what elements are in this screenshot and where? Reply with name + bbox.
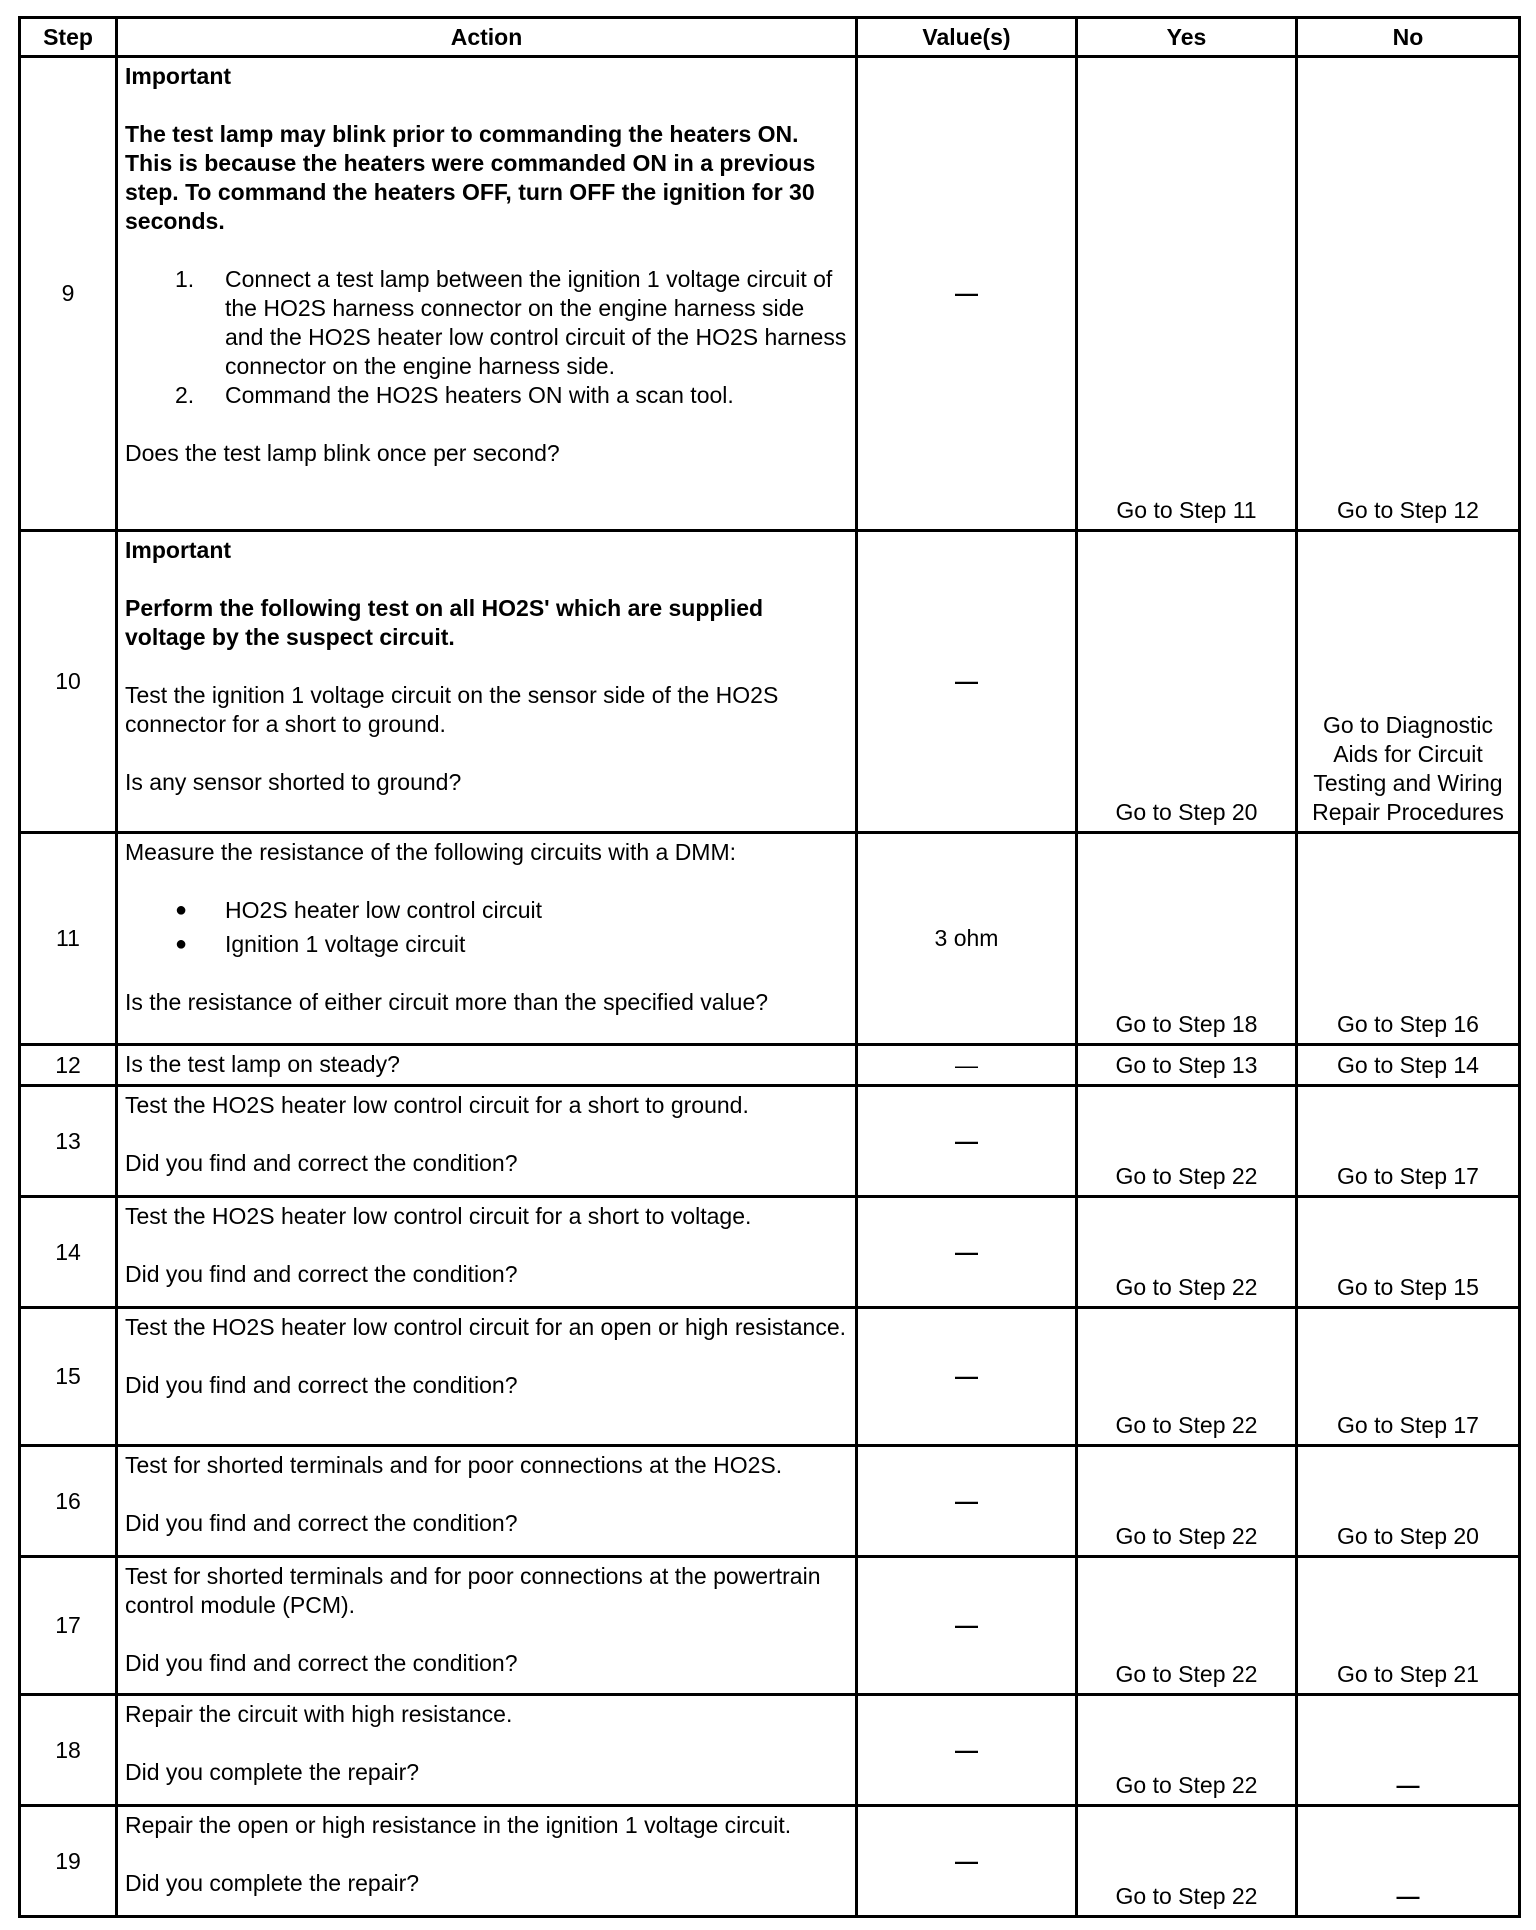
yes-cell: Go to Step 22 <box>1077 1308 1297 1446</box>
yes-cell: Go to Step 22 <box>1077 1806 1297 1917</box>
yes-cell: Go to Step 13 <box>1077 1045 1297 1086</box>
column-header-values: Value(s) <box>857 18 1077 57</box>
yes-cell: Go to Step 22 <box>1077 1446 1297 1557</box>
important-note: The test lamp may blink prior to commanding the heaters ON. This is because the heaters were commanded ON in a previous step. To command the heaters OFF, turn OFF the ignition for 30 seconds. <box>125 121 816 234</box>
diagnostic-table <box>18 16 1521 1918</box>
action-cell <box>117 1308 857 1446</box>
circuit-list <box>125 896 848 959</box>
value-cell: — <box>857 57 1077 531</box>
table-header-row <box>20 18 1520 57</box>
step-number: 13 <box>20 1086 117 1197</box>
list-item: 2. Command the HO2S heaters ON with a scan tool. <box>175 382 734 408</box>
value-cell: — <box>857 1308 1077 1446</box>
yes-cell: Go to Step 18 <box>1077 833 1297 1045</box>
action-question: Did you find and correct the condition? <box>125 1510 518 1536</box>
step-number: 9 <box>20 57 117 531</box>
no-cell: Go to Step 14 <box>1297 1045 1520 1086</box>
column-header-yes: Yes <box>1077 18 1297 57</box>
table-row <box>20 1086 1520 1197</box>
no-cell: Go to Step 20 <box>1297 1446 1520 1557</box>
step-number: 10 <box>20 531 117 833</box>
step-number: 16 <box>20 1446 117 1557</box>
table-row <box>20 1045 1520 1086</box>
action-cell <box>117 1695 857 1806</box>
action-text: Repair the circuit with high resistance. <box>125 1701 513 1727</box>
action-cell <box>117 833 857 1045</box>
bullet-icon: ● <box>175 933 188 955</box>
value-cell: — <box>857 1197 1077 1308</box>
action-text: Test for shorted terminals and for poor connections at the HO2S. <box>125 1452 783 1478</box>
yes-cell: Go to Step 20 <box>1077 531 1297 833</box>
value-cell: — <box>857 1557 1077 1695</box>
step-number: 17 <box>20 1557 117 1695</box>
table-row <box>20 1695 1520 1806</box>
no-cell: Go to Step 16 <box>1297 833 1520 1045</box>
action-cell <box>117 1446 857 1557</box>
action-question: Is the resistance of either circuit more than the specified value? <box>125 989 769 1015</box>
action-cell <box>117 57 857 531</box>
action-text: Test the ignition 1 voltage circuit on the sensor side of the HO2S connector for a short to ground. <box>125 682 779 737</box>
step-number: 11 <box>20 833 117 1045</box>
value-cell: — <box>857 1806 1077 1917</box>
action-question: Does the test lamp blink once per second? <box>125 440 560 466</box>
table-row <box>20 833 1520 1045</box>
action-question: Is any sensor shorted to ground? <box>125 769 462 795</box>
yes-cell: Go to Step 22 <box>1077 1197 1297 1308</box>
action-text: Test the HO2S heater low control circuit for an open or high resistance. <box>125 1314 847 1340</box>
table-row <box>20 1308 1520 1446</box>
important-label: Important <box>125 63 232 89</box>
step-number: 19 <box>20 1806 117 1917</box>
table-row <box>20 57 1520 531</box>
column-header-action: Action <box>117 18 857 57</box>
no-cell: Go to Diagnostic Aids for Circuit Testing and Wiring Repair Procedures <box>1297 531 1520 833</box>
action-text: Test the HO2S heater low control circuit for a short to voltage. <box>125 1203 752 1229</box>
action-question: Did you complete the repair? <box>125 1759 420 1785</box>
value-cell: — <box>857 531 1077 833</box>
list-item: 1. Connect a test lamp between the ignition 1 voltage circuit of the HO2S harness connector on the engine harness side and the HO2S heater low control circuit of the HO2S harness connector on the engine harness side. <box>175 266 847 379</box>
action-question: Did you find and correct the condition? <box>125 1372 518 1398</box>
no-cell: Go to Step 21 <box>1297 1557 1520 1695</box>
table-row <box>20 531 1520 833</box>
step-number: 12 <box>20 1045 117 1086</box>
action-text: Measure the resistance of the following circuits with a DMM: <box>125 839 737 865</box>
action-question: Did you complete the repair? <box>125 1870 420 1896</box>
table-row <box>20 1197 1520 1308</box>
value-cell: — <box>857 1695 1077 1806</box>
list-item: ● HO2S heater low control circuit <box>175 897 543 923</box>
action-question: Did you find and correct the condition? <box>125 1650 518 1676</box>
action-cell <box>117 1197 857 1308</box>
action-cell <box>117 531 857 833</box>
value-cell: — <box>857 1045 1077 1086</box>
yes-cell: Go to Step 22 <box>1077 1557 1297 1695</box>
list-item: ● Ignition 1 voltage circuit <box>175 931 466 957</box>
action-cell <box>117 1806 857 1917</box>
action-question: Is the test lamp on steady? <box>117 1045 857 1086</box>
action-cell <box>117 1557 857 1695</box>
yes-cell: Go to Step 11 <box>1077 57 1297 531</box>
bullet-icon: ● <box>175 899 188 921</box>
procedure-list <box>125 265 848 410</box>
no-cell: — <box>1297 1806 1520 1917</box>
table-row <box>20 1557 1520 1695</box>
important-label: Important <box>125 537 232 563</box>
no-cell: Go to Step 17 <box>1297 1086 1520 1197</box>
yes-cell: Go to Step 22 <box>1077 1695 1297 1806</box>
action-question: Did you find and correct the condition? <box>125 1150 518 1176</box>
yes-cell: Go to Step 22 <box>1077 1086 1297 1197</box>
no-cell: Go to Step 15 <box>1297 1197 1520 1308</box>
table-row <box>20 1806 1520 1917</box>
step-number: 15 <box>20 1308 117 1446</box>
action-text: Repair the open or high resistance in the ignition 1 voltage circuit. <box>125 1812 792 1838</box>
step-number: 14 <box>20 1197 117 1308</box>
column-header-step: Step <box>20 18 117 57</box>
action-cell <box>117 1086 857 1197</box>
important-note: Perform the following test on all HO2S' which are supplied voltage by the suspect circuit. <box>125 595 764 650</box>
value-cell: — <box>857 1086 1077 1197</box>
column-header-no: No <box>1297 18 1520 57</box>
action-text: Test for shorted terminals and for poor connections at the powertrain control module (PCM). <box>125 1563 821 1618</box>
value-cell: 3 ohm <box>857 833 1077 1045</box>
table-row <box>20 1446 1520 1557</box>
no-cell: Go to Step 12 <box>1297 57 1520 531</box>
value-cell: — <box>857 1446 1077 1557</box>
no-cell: Go to Step 17 <box>1297 1308 1520 1446</box>
action-text: Test the HO2S heater low control circuit for a short to ground. <box>125 1092 749 1118</box>
no-cell: — <box>1297 1695 1520 1806</box>
action-question: Did you find and correct the condition? <box>125 1261 518 1287</box>
step-number: 18 <box>20 1695 117 1806</box>
